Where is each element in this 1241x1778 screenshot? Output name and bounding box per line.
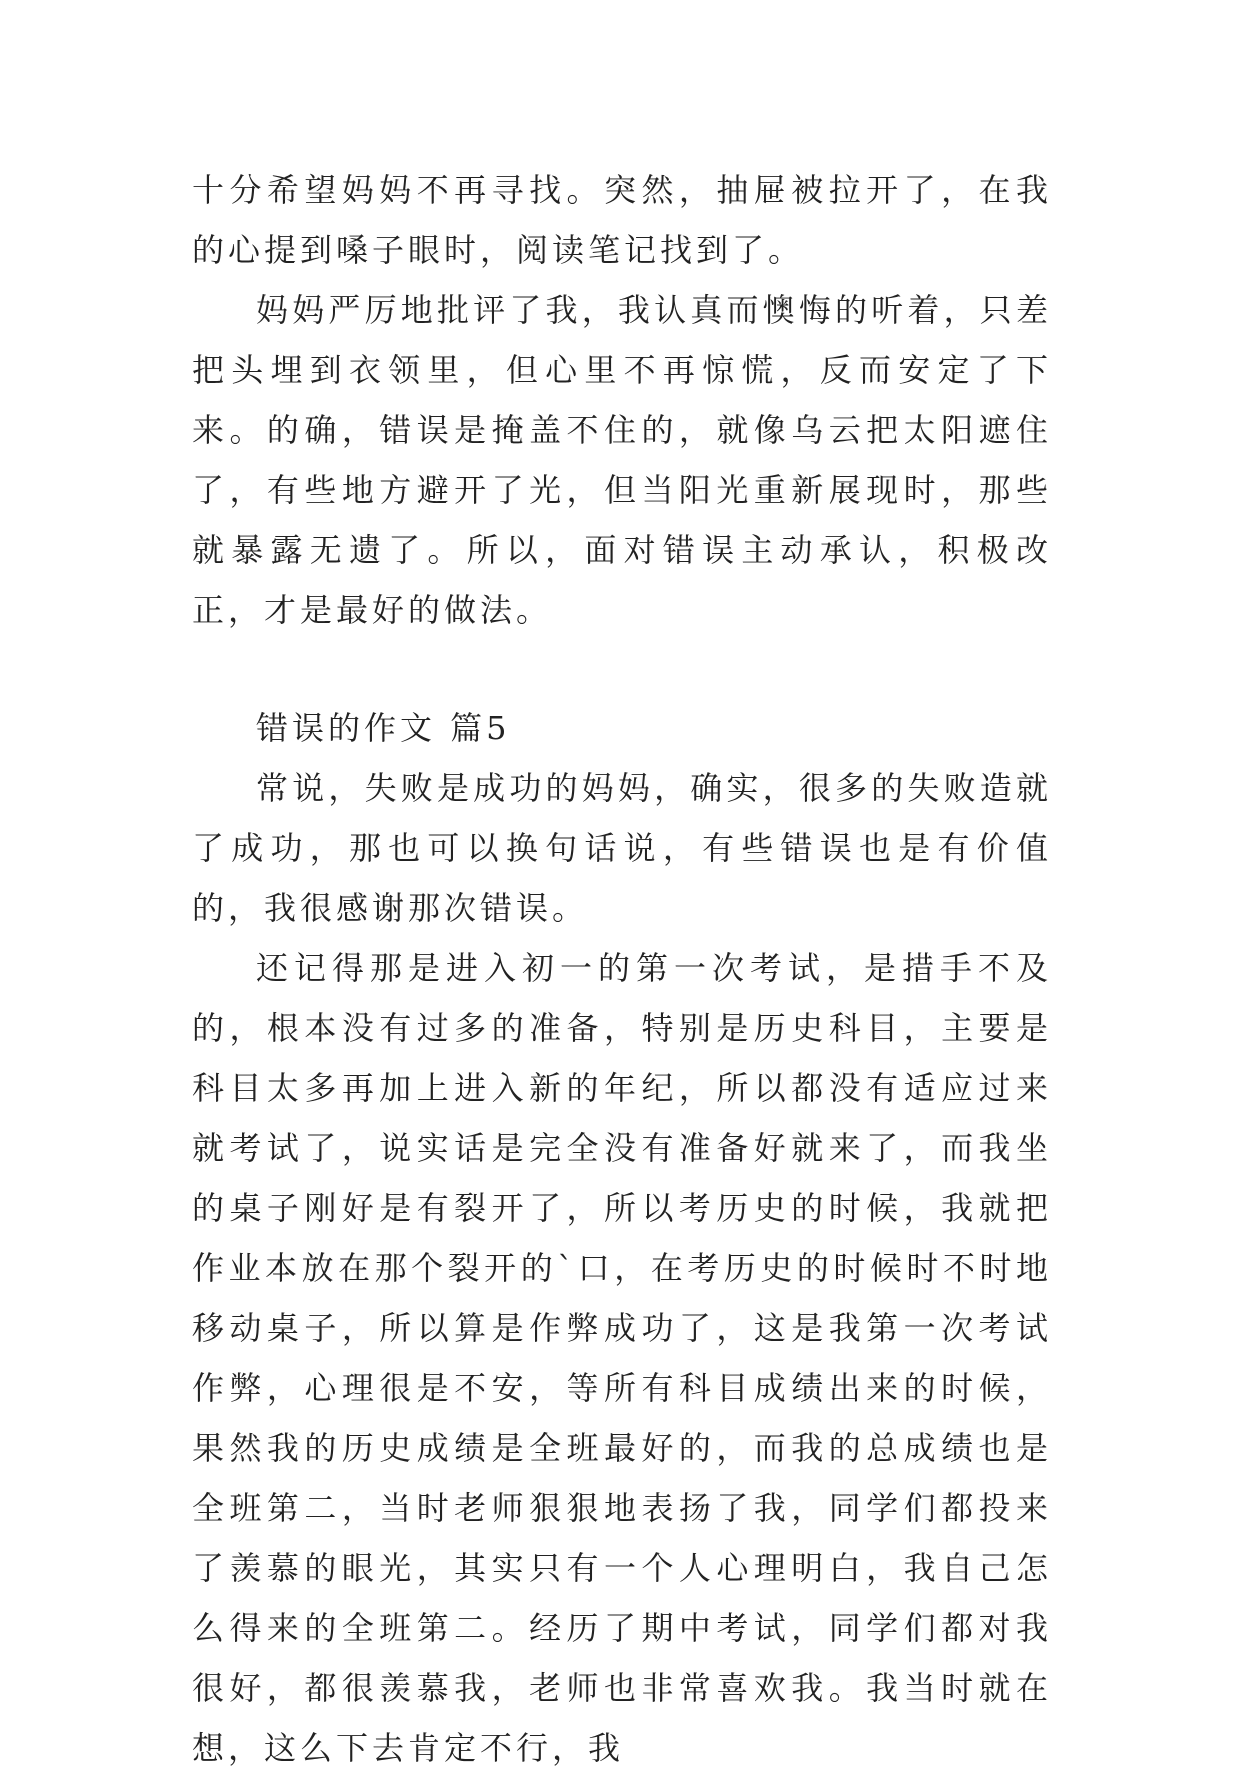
paragraph-mother-criticism: 妈妈严厉地批评了我，我认真而懊悔的听着，只差把头埋到衣领里，但心里不再惊慌，反而安定了下来。的确，错误是掩盖不住的，就像乌云把太阳遮住了，有些地方避开了光，但当阳光重新展现时，那些就暴露无遗了。所以，面对错误主动承认，积极改正，才是最好的做法。 [192, 291, 1052, 629]
section-spacer [192, 640, 1052, 698]
paragraph-failure-saying: 常说，失败是成功的妈妈，确实，很多的失败造就了成功，那也可以换句话说，有些错误也是有价值的，我很感谢那次错误。 [192, 769, 1052, 927]
paragraph-continuation: 十分希望妈妈不再寻找。突然，抽屉被拉开了，在我的心提到嗓子眼时，阅读笔记找到了。 [192, 171, 1052, 269]
paragraph-first-exam: 还记得那是进入初一的第一次考试，是措手不及的，根本没有过多的准备，特别是历史科目，主要是科目太多再加上进入新的年纪，所以都没有适应过来就考试了，说实话是完全没有准备好就来了，而我坐的桌子刚好是有裂开了，所以考历史的时候，我就把作业本放在那个裂开的`口，在考历史的时候时不时地移动桌子，所以算是作弊成功了，这是我第一次考试作弊，心理很是不安，等所有科目成绩出来的时候，果然我的历史成绩是全班最好的，而我的总成绩也是全班第二，当时老师狠狠地表扬了我，同学们都投来了羡慕的眼光，其实只有一个人心理明白，我自己怎么得来的全班第二。经历了期中考试，同学们都对我很好，都很羡慕我，老师也非常喜欢我。我当时就在想，这么下去肯定不行，我 [192, 949, 1052, 1767]
section-heading: 错误的作文 篇5 [256, 709, 511, 747]
document-page [192, 160, 1052, 1778]
